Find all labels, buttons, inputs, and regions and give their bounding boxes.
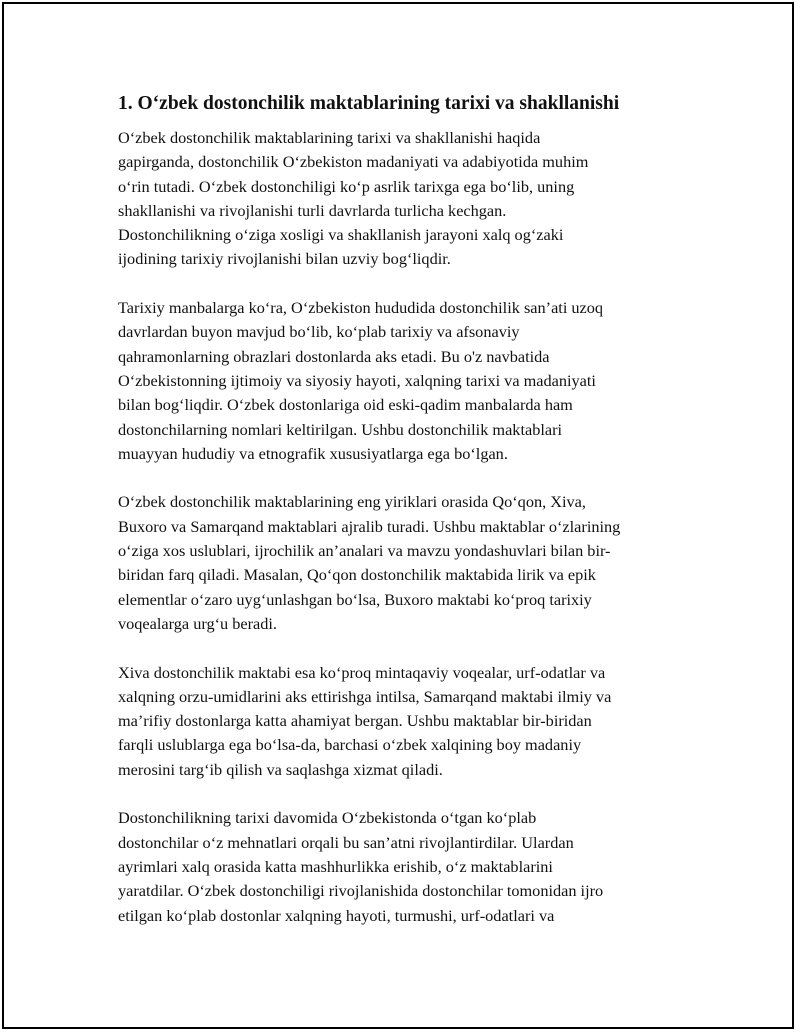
text-line: shakllanishi va rivojlanishi turli davrlarda turlicha kechgan. xyxy=(118,200,507,220)
text-line: Tarixiy manbalarga ko‘ra, O‘zbekiston hududida dostonchilik san’ati uzoq xyxy=(118,298,604,318)
text-line: muayyan hududiy va etnografik xususiyatlarga ega bo‘lgan. xyxy=(118,443,508,463)
text-line: bilan bog‘liqdir. O‘zbek dostonlariga oid eski-qadim manbalarda ham xyxy=(118,395,573,415)
document-body xyxy=(118,92,690,952)
text-line: biridan farq qiladi. Masalan, Qo‘qon dostonchilik maktabida lirik va epik xyxy=(118,565,596,585)
text-line: gapirganda, dostonchilik O‘zbekiston madaniyati va adabiyotida muhim xyxy=(118,152,589,172)
text-line: dostonchilarning nomlari keltirilgan. Ushbu dostonchilik maktablari xyxy=(118,419,563,439)
paragraph-3 xyxy=(118,490,690,636)
text-line: dostonchilar o‘z mehnatlari orqali bu san’atni rivojlantirdilar. Ulardan xyxy=(118,832,574,852)
text-line: O‘zbek dostonchilik maktablarining eng yiriklari orasida Qo‘qon, Xiva, xyxy=(118,492,586,512)
text-line: etilgan ko‘plab dostonlar xalqning hayoti, turmushi, urf-odatlari va xyxy=(118,905,555,925)
text-line: voqealarga urg‘u beradi. xyxy=(118,613,277,633)
text-line: elementlar o‘zaro uyg‘unlashgan bo‘lsa, Buxoro maktabi ko‘proq tarixiy xyxy=(118,589,592,609)
text-line: yaratdilar. O‘zbek dostonchiligi rivojlanishida dostonchilar tomonidan ijro xyxy=(118,881,604,901)
paragraph-4 xyxy=(118,661,690,782)
text-line: merosini targ‘ib qilish va saqlashga xizmat qiladi. xyxy=(118,759,443,779)
paragraph-1 xyxy=(118,126,690,272)
text-line: farqli uslublarga ega bo‘lsa-da, barchasi o‘zbek xalqining boy madaniy xyxy=(118,735,582,755)
text-line: ijodining tarixiy rivojlanishi bilan uzviy bog‘liqdir. xyxy=(118,249,451,269)
text-line: Dostonchilikning tarixi davomida O‘zbekistonda o‘tgan ko‘plab xyxy=(118,808,537,828)
paragraph-5 xyxy=(118,806,690,927)
text-line: qahramonlarning obrazlari dostonlarda aks etadi. Bu o'z navbatida xyxy=(118,346,550,366)
text-line: o‘ziga xos uslublari, ijrochilik an’analari va mavzu yondashuvlari bilan bir- xyxy=(118,541,611,561)
text-line: O‘zbekistonning ijtimoiy va siyosiy hayoti, xalqning tarixi va madaniyati xyxy=(118,370,596,390)
text-line: Dostonchilikning o‘ziga xosligi va shakllanish jarayoni xalq og‘zaki xyxy=(118,225,564,245)
text-line: O‘zbek dostonchilik maktablarining tarixi va shakllanishi haqida xyxy=(118,128,541,147)
text-line: o‘rin tutadi. O‘zbek dostonchiligi ko‘p asrlik tarixga ega bo‘lib, uning xyxy=(118,176,575,196)
text-line: davrlardan buyon mavjud bo‘lib, ko‘plab tarixiy va afsonaviy xyxy=(118,322,520,342)
section-heading: 1. O‘zbek dostonchilik maktablarining tarixi va shakllanishi xyxy=(118,93,620,114)
text-line: ayrimlari xalq orasida katta mashhurlikka erishib, o‘z maktablarini xyxy=(118,856,553,876)
text-line: Xiva dostonchilik maktabi esa ko‘proq mintaqaviy voqealar, urf-odatlar va xyxy=(118,662,606,682)
text-line: ma’rifiy dostonlarga katta ahamiyat bergan. Ushbu maktablar bir-biridan xyxy=(118,711,592,731)
text-line: Buxoro va Samarqand maktablari ajralib turadi. Ushbu maktablar o‘zlarining xyxy=(118,516,621,536)
text-line: xalqning orzu-umidlarini aks ettirishga intilsa, Samarqand maktabi ilmiy va xyxy=(118,686,612,706)
paragraph-2 xyxy=(118,296,690,466)
